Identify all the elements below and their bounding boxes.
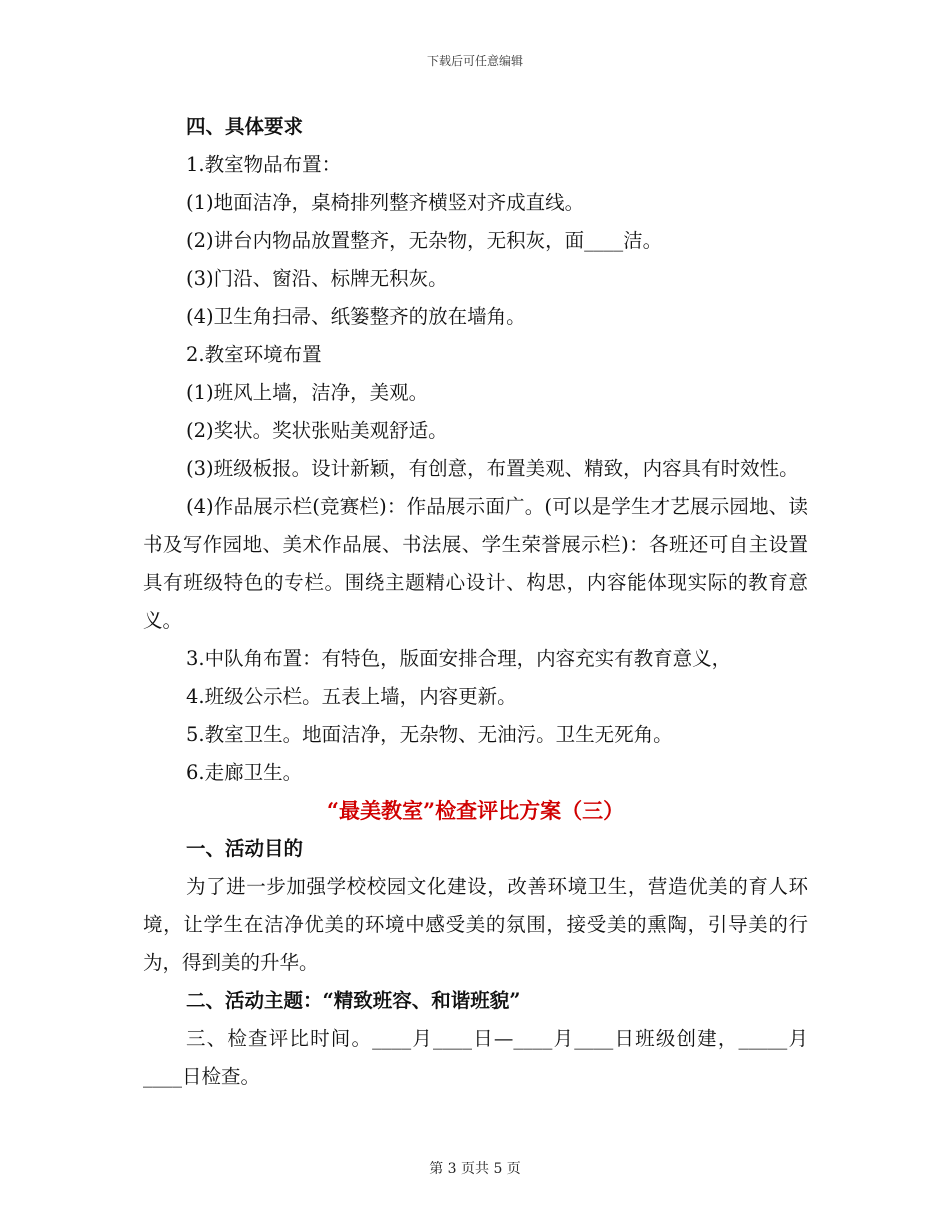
schedule-paragraph: 三、检查评比时间。____月____日—____月____日班级创建，_____月____日检查。 <box>143 1027 808 1088</box>
item-2-sub-1: (1)班风上墙，洁净，美观。 <box>186 381 429 404</box>
goal-paragraph: 为了进一步加强学校校园文化建设，改善环境卫生，营造优美的育人环境，让学生在洁净优美的环境中感受美的氛围，接受美的熏陶，引导美的行为，得到美的升华。 <box>143 875 808 974</box>
item-2-sub-3: (3)班级板报。设计新颖，有创意，布置美观、精致，内容具有时效性。 <box>186 457 799 480</box>
item-2-sub-2: (2)奖状。奖状张贴美观舒适。 <box>186 419 448 442</box>
item-1-sub-4: (4)卫生角扫帚、纸篓整齐的放在墙角。 <box>186 305 526 328</box>
item-3: 3.中队角布置：有特色，版面安排合理，内容充实有教育意义， <box>186 647 732 670</box>
item-5: 5.教室卫生。地面洁净，无杂物、无油污。卫生无死角。 <box>186 723 673 746</box>
item-1-sub-1: (1)地面洁净，桌椅排列整齐横竖对齐成直线。 <box>186 191 585 214</box>
document-body <box>143 108 808 1096</box>
section-heading-requirements: 四、具体要求 <box>186 115 304 138</box>
item-6: 6.走廊卫生。 <box>186 761 303 784</box>
item-1-sub-2: (2)讲台内物品放置整齐，无杂物，无积灰，面____洁。 <box>186 229 663 252</box>
theme-heading: 二、活动主题：“精致班容、和谐班貌” <box>186 989 521 1012</box>
item-4: 4.班级公示栏。五表上墙，内容更新。 <box>186 685 517 708</box>
item-2-title: 2.教室环境布置 <box>186 343 322 366</box>
item-1-sub-3: (3)门沿、窗沿、标牌无积灰。 <box>186 267 448 290</box>
item-1-title: 1.教室物品布置： <box>186 153 342 176</box>
page-header-note: 下载后可任意编辑 <box>426 54 523 68</box>
plan-title: “最美教室”检查评比方案（三） <box>326 798 625 823</box>
goal-heading: 一、活动目的 <box>186 837 304 860</box>
page-footer-number: 第 3 页共 5 页 <box>429 1161 521 1177</box>
item-2-sub-4: (4)作品展示栏(竞赛栏)：作品展示面广。(可以是学生才艺展示园地、读书及写作园地、美术作品展、书法展、学生荣誉展示栏)：各班还可自主设置具有班级特色的专栏。围绕主题精心设计、构思，内容能体现实际的教育意义。 <box>143 495 808 632</box>
